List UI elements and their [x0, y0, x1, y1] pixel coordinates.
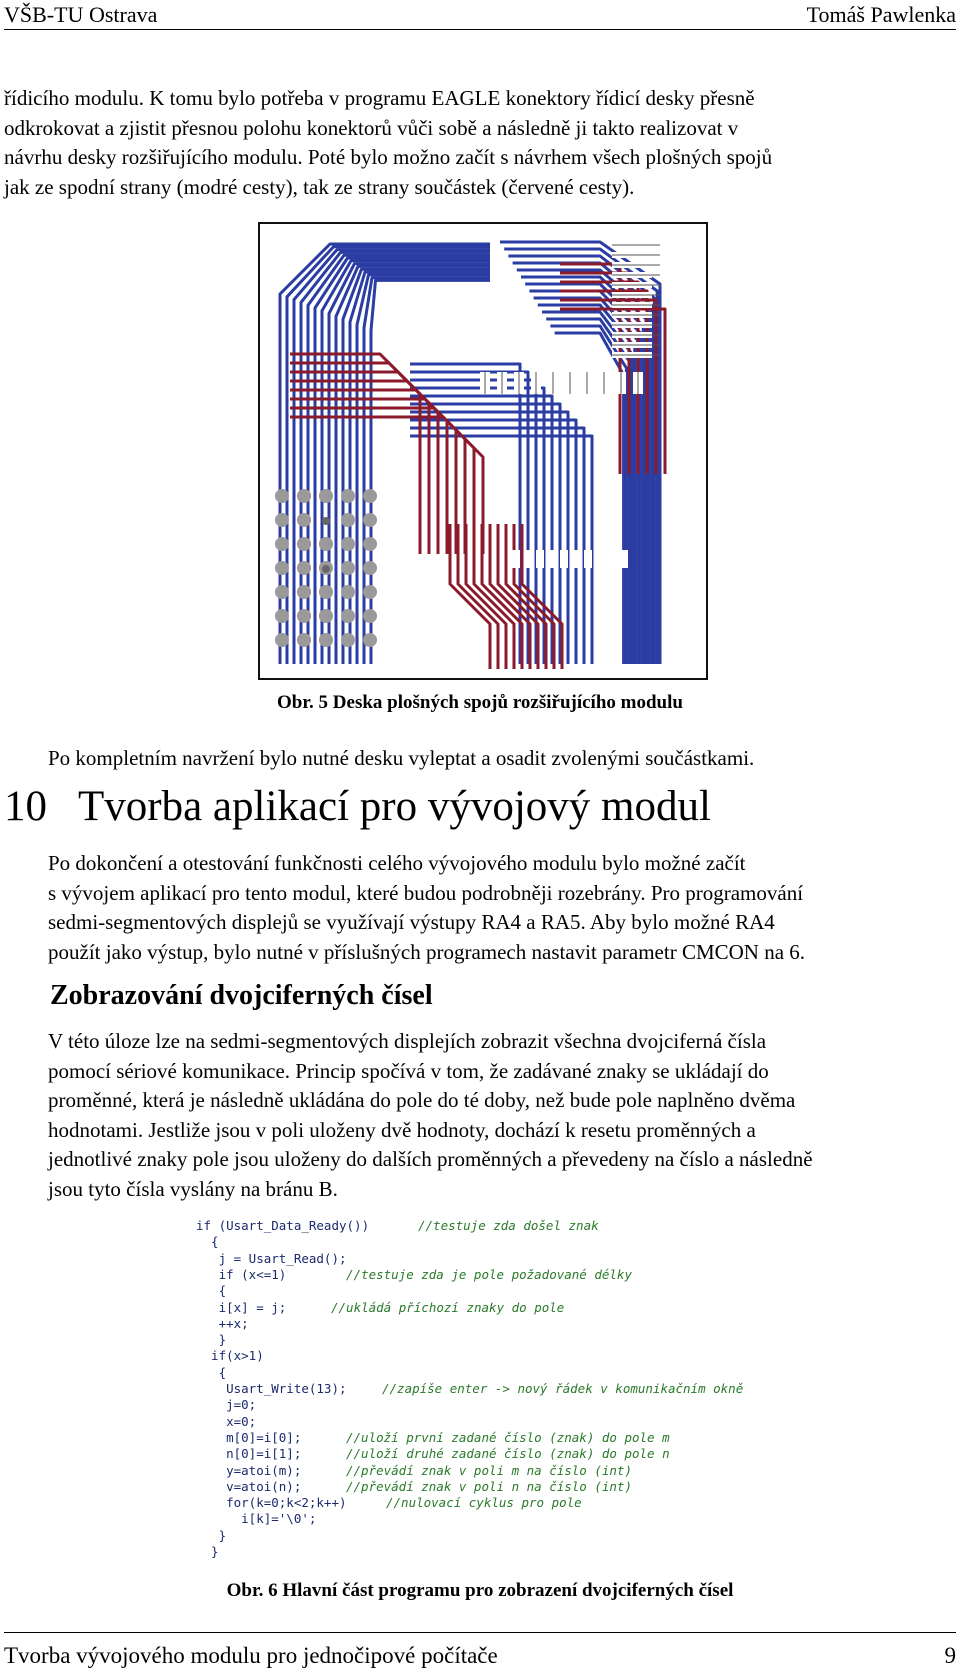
display-pad — [319, 489, 333, 503]
section-paragraph — [4, 849, 954, 967]
display-pad — [275, 609, 289, 623]
display-pad — [341, 537, 355, 551]
text-line: řídicího modulu. K tomu bylo potřeba v programu EAGLE konektory řídicí desky přesně — [4, 86, 755, 110]
code-line: if(x>1) — [196, 1348, 264, 1364]
section-number: 10 — [4, 783, 47, 830]
text-line: Po dokončení a otestování funkčnosti celého vývojového modulu bylo možné začít — [48, 851, 746, 875]
code-line: m[0]=i[0]; — [196, 1429, 302, 1445]
code-line: j = Usart_Read(); — [196, 1250, 347, 1266]
display-pad — [319, 585, 333, 599]
intro-paragraph — [4, 84, 954, 202]
text-line: s vývojem aplikací pro tento modul, které budou podrobněji rozebrány. Pro programování — [48, 880, 804, 905]
after-figure-paragraph — [4, 744, 954, 774]
text-line: pomocí sériové komunikace. Princip spočívá v tom, že zadávané znaky se ukládají do — [48, 1058, 769, 1083]
display-pad — [297, 609, 311, 623]
code-line: y=atoi(m); — [196, 1462, 302, 1478]
page-header — [4, 2, 956, 28]
component-bg — [524, 550, 532, 568]
text-line: jednotlivé znaky pole jsou uloženy do dalších proměnných a převedeny na číslo a následně — [48, 1147, 813, 1171]
code-line: i[x] = j; — [196, 1299, 287, 1315]
figure-5-caption: Obr. 5 Deska plošných spojů rozšiřujícího modulu — [277, 692, 683, 713]
code-line: n[0]=i[1]; — [196, 1446, 302, 1462]
display-pad — [363, 561, 377, 575]
subsection-paragraph — [4, 1027, 954, 1204]
text-line: proměnné, která je následně ukládána do pole do té doby, než bude pole naplněno dvěma — [48, 1088, 796, 1112]
component-bg — [596, 550, 604, 568]
display-pad — [341, 585, 355, 599]
text-line: Po kompletním navržení bylo nutné desku vyleptat a osadit zvolenými součástkami. — [48, 746, 755, 770]
code-comment: //ukládá příchozí znaky do pole — [331, 1299, 565, 1315]
code-comment: //převádí znak v poli n na číslo (int) — [346, 1478, 632, 1494]
text-line: použít jako výstup, bylo nutné v příslušných programech nastavit parametr CMCON na 6. — [48, 939, 806, 964]
subsection-heading: Zobrazování dvojciferných čísel — [50, 980, 433, 1011]
section-heading — [4, 782, 711, 831]
display-pad-center — [322, 517, 330, 525]
display-pad — [275, 513, 289, 527]
code-line: x=0; — [196, 1413, 257, 1429]
display-pad — [275, 585, 289, 599]
code-comment: //uloží druhé zadané číslo (znak) do pole n — [346, 1446, 670, 1462]
code-line: if (x<=1) — [196, 1266, 287, 1282]
code-line: if (Usart_Data_Ready()) — [196, 1218, 370, 1233]
display-pad — [363, 609, 377, 623]
display-pad — [363, 537, 377, 551]
code-line: } — [196, 1527, 227, 1543]
text-line: sedmi-segmentových displejů se využívají výstupy RA4 a RA5. Aby bylo možné RA4 — [48, 910, 775, 934]
text-line: návrhu desky rozšiřujícího modulu. Poté bylo možno začít s návrhem všech plošných spojů — [4, 145, 773, 169]
top-trace — [290, 363, 429, 554]
code-line: j=0; — [196, 1397, 257, 1413]
display-pad — [363, 489, 377, 503]
header-author: Tomáš Pawlenka — [806, 2, 956, 27]
display-pad — [275, 633, 289, 647]
code-line: { — [196, 1364, 227, 1380]
display-pad — [297, 561, 311, 575]
display-pad — [297, 537, 311, 551]
display-pad — [297, 633, 311, 647]
code-line: } — [196, 1544, 219, 1559]
code-comment: //nulovací cyklus pro pole — [386, 1495, 582, 1511]
display-pad — [319, 537, 333, 551]
figure-6-caption: Obr. 6 Hlavní část programu pro zobrazení dvojciferných čísel — [226, 1580, 734, 1601]
bottom-trace — [336, 266, 490, 664]
display-pad — [319, 609, 333, 623]
code-line: v=atoi(n); — [196, 1478, 302, 1494]
code-line: Usart_Write(13); — [196, 1381, 347, 1396]
component-bg — [608, 550, 616, 568]
component-bg — [560, 550, 568, 568]
display-pad — [363, 585, 377, 599]
code-line: i[k]='\0'; — [196, 1511, 317, 1527]
display-pad — [341, 489, 355, 503]
code-line: ++x; — [196, 1315, 249, 1331]
text-line: V této úloze lze na sedmi-segmentových displejích zobrazit všechna dvojciferná čísla — [48, 1029, 767, 1053]
display-pad — [319, 633, 333, 647]
code-line: { — [196, 1234, 219, 1250]
pcb-drawing — [260, 224, 706, 678]
code-line: { — [196, 1283, 227, 1299]
text-line: jsou tyto čísla vyslány na bránu B. — [48, 1176, 338, 1201]
code-comment: //uloží první zadané číslo (znak) do pole m — [346, 1429, 670, 1445]
footer-divider — [4, 1632, 956, 1633]
component-bg — [572, 550, 580, 568]
display-pad — [297, 513, 311, 527]
text-line: jak ze spodní strany (modré cesty), tak ze strany součástek (červené cesty). — [4, 174, 635, 199]
display-pad — [363, 513, 377, 527]
footer-title: Tvorba vývojového modulu pro jednočipové počítače — [4, 1643, 498, 1668]
text-line: hodnotami. Jestliže jsou v poli uloženy dvě hodnoty, dochází k resetu proměnných a — [48, 1117, 756, 1142]
component-bg — [536, 550, 544, 568]
bottom-trace — [280, 244, 490, 664]
header-institution: VŠB-TU Ostrava — [4, 2, 158, 27]
text-line: odkrokovat a zjistit přesnou polohu konektorů vůči sobě a následně ji takto realizovat v — [4, 115, 739, 140]
code-line: for(k=0;k<2;k++) — [196, 1495, 347, 1511]
display-pad — [341, 561, 355, 575]
display-pad — [297, 585, 311, 599]
code-line: } — [196, 1332, 227, 1348]
component-bg — [512, 550, 520, 568]
component-bg — [584, 550, 592, 568]
page-number: 9 — [944, 1643, 956, 1668]
display-pad — [363, 633, 377, 647]
code-comment: //zapíše enter -> nový řádek v komunikačním okně — [382, 1381, 744, 1396]
component-bg — [548, 550, 556, 568]
top-trace — [290, 417, 483, 554]
code-comment: //převádí znak v poli m na číslo (int) — [346, 1462, 632, 1478]
display-pad — [297, 489, 311, 503]
header-divider — [4, 29, 956, 30]
pcb-layout-image — [258, 222, 708, 680]
display-pad — [341, 609, 355, 623]
display-pad — [275, 489, 289, 503]
code-comment: //testuje zda je pole požadované délky — [346, 1266, 632, 1282]
display-pad — [341, 633, 355, 647]
bottom-trace — [287, 247, 490, 664]
code-comment: //testuje zda došel znak — [418, 1218, 599, 1233]
section-title: Tvorba aplikací pro vývojový modul — [78, 783, 711, 830]
display-pad-center — [322, 565, 330, 573]
display-pad — [275, 537, 289, 551]
display-pad — [275, 561, 289, 575]
display-pad — [341, 513, 355, 527]
code-listing — [196, 1218, 756, 1563]
component-bg — [620, 550, 628, 568]
